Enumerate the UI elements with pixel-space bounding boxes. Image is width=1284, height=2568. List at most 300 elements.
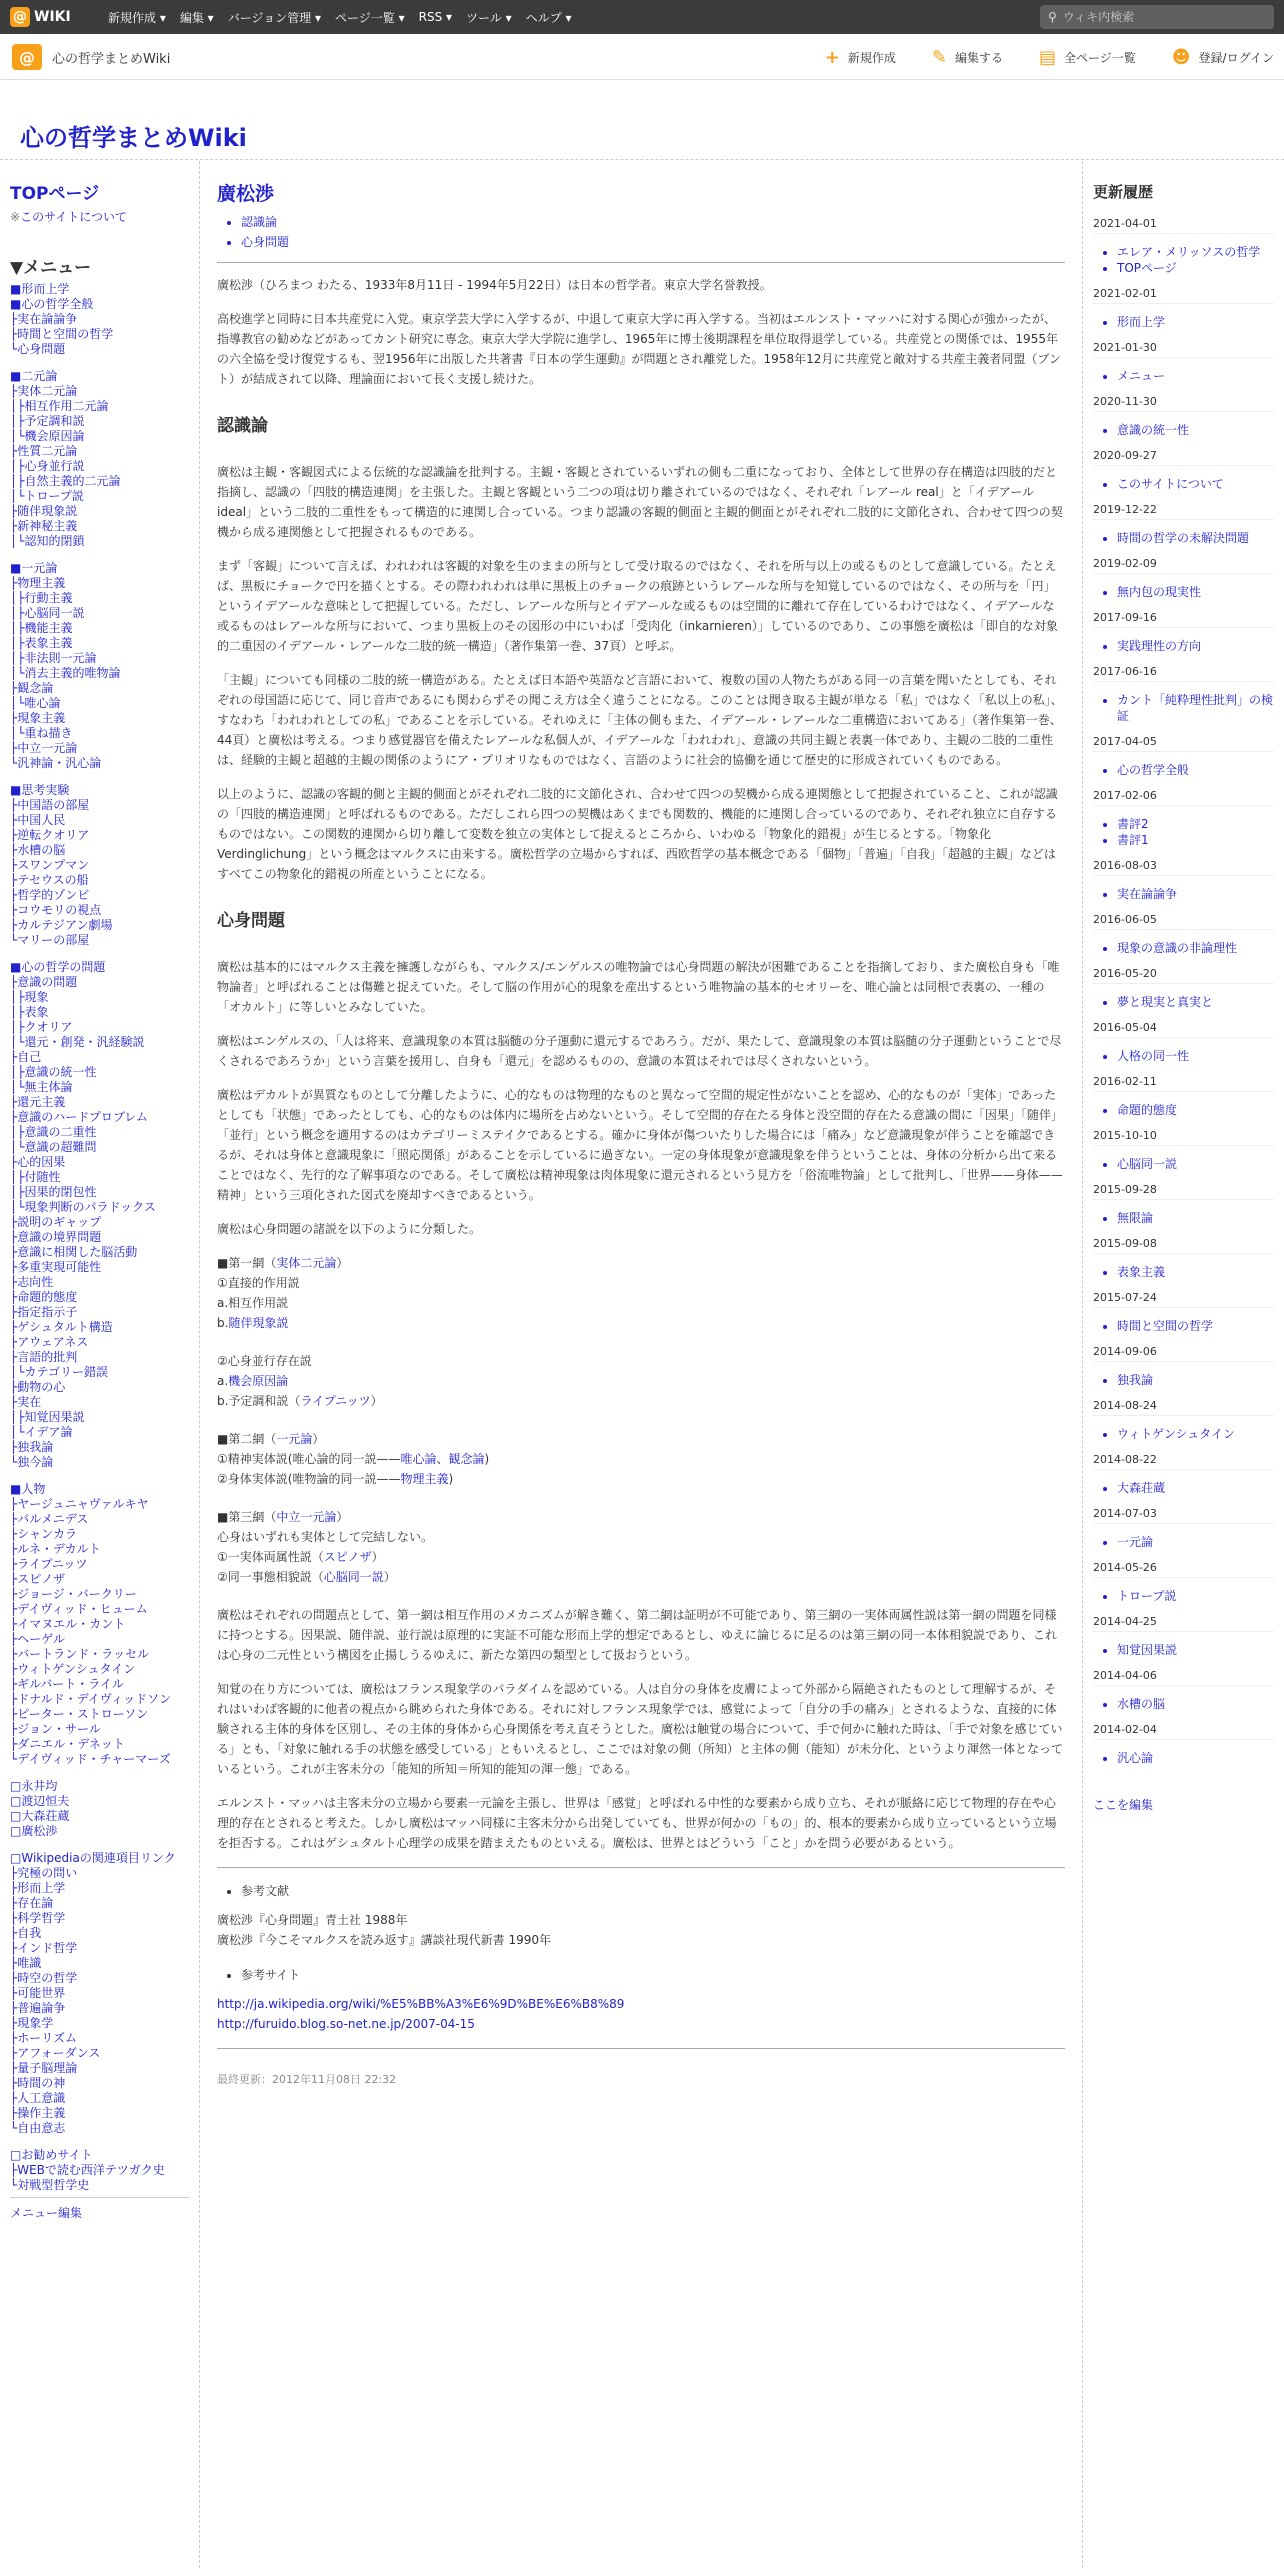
class-link[interactable]: 心脳同一説 <box>323 1570 384 1584</box>
history-link[interactable]: • トロープ説 <box>1117 1588 1274 1604</box>
history-entry <box>1093 340 1274 384</box>
menu-tree-item[interactable]: ■形而上学 <box>10 282 70 296</box>
menu-tree-item[interactable]: ├デイヴィッド・ヒューム <box>10 1602 148 1616</box>
menu-tree-item[interactable]: ├中国語の部屋 <box>10 798 90 812</box>
history-items <box>1117 314 1274 330</box>
menu-tree-item[interactable]: │├因果的閉包性 <box>10 1185 97 1199</box>
menu-tree-item[interactable]: ├自己 <box>10 1050 42 1064</box>
menu-tree-item[interactable]: ├バートランド・ラッセル <box>10 1647 149 1661</box>
menu-tree-item[interactable]: ├物理主義 <box>10 576 66 590</box>
menu-tree-item[interactable]: │└トロープ説 <box>10 489 84 503</box>
history-date: 2015-10-10 <box>1093 1128 1274 1146</box>
tree-spacer <box>10 2136 189 2148</box>
history-entry <box>1093 858 1274 902</box>
menu-edit[interactable]: 編集 ▾ <box>179 10 214 25</box>
update-history <box>1093 216 1274 1766</box>
tree-spacer <box>10 357 189 369</box>
menu-tree-item[interactable]: ├ジョージ・バークリー <box>10 1587 137 1601</box>
menu-tree-item[interactable]: ├中国人民 <box>10 813 66 827</box>
class-sep: 、 <box>436 1452 449 1466</box>
class-link[interactable]: 中立一元論 <box>276 1510 337 1524</box>
left-sidebar <box>0 161 200 2568</box>
menu-tree-item[interactable]: ├性質二元論 <box>10 444 78 458</box>
menu-tree-item[interactable]: ■一元論 <box>10 561 58 575</box>
site-toolbar <box>0 34 1284 80</box>
history-date: 2016-02-11 <box>1093 1074 1274 1092</box>
menu-tree-item[interactable]: ├水槽の脳 <box>10 843 66 857</box>
history-items <box>1117 816 1274 848</box>
history-link[interactable]: • 現象の意識の非論理性 <box>1117 940 1274 956</box>
menu-help[interactable]: ヘルプ ▾ <box>525 10 572 25</box>
menu-tree-item[interactable]: ├存在論 <box>10 1896 54 1910</box>
menu-tree-item[interactable]: ├時空の哲学 <box>10 1971 78 1985</box>
reference-item <box>217 1910 1065 1930</box>
menu-tree-item[interactable]: ├命題的態度 <box>10 1290 78 1304</box>
history-items <box>1117 476 1274 492</box>
menu-tree-item[interactable]: □渡辺恒夫 <box>10 1794 70 1808</box>
menu-tree-item[interactable]: ├パルメニデス <box>10 1512 89 1526</box>
search-icon[interactable]: ⚲ <box>1048 10 1057 24</box>
history-date: 2014-08-22 <box>1093 1452 1274 1470</box>
menu-tree-item[interactable]: ├中立一元論 <box>10 741 78 755</box>
history-link[interactable]: • 一元論 <box>1117 1534 1274 1550</box>
menu-tree-item[interactable]: ├多重実現可能性 <box>10 1260 102 1274</box>
section-paragraph: 廣松は基本的にはマルクス主義を擁護しながらも、マルクス/エンゲルスの唯物論では心身問題の解決が困難であることを指摘しており、また廣松自身も「唯物論者」と呼ばれることは傷難と捉えていた。そして脳の作用が心的現象を産出するという唯物論の基本的セオリーを、唯心論とは同根で表裏の、一種の「オカルト」に等しいとみなしていた。 <box>217 960 1060 1014</box>
top-navigation-bar <box>0 0 1284 34</box>
menu-tree-item[interactable]: ├ヘーゲル <box>10 1632 65 1646</box>
menu-tree-item[interactable]: │└還元・創発・汎経験説 <box>10 1035 145 1049</box>
about-link-row <box>10 208 189 225</box>
menu-tree-item[interactable]: ├究極の問い <box>10 1866 78 1880</box>
menu-tree-item[interactable]: ├ギルバート・ライル <box>10 1677 124 1691</box>
class-tail: ） <box>370 1394 383 1408</box>
menu-tree-item[interactable]: ├テセウスの船 <box>10 873 89 887</box>
history-date: 2016-05-20 <box>1093 966 1274 984</box>
menu-tree-item[interactable]: ├量子脳理論 <box>10 2061 78 2075</box>
site-link[interactable]: http://ja.wikipedia.org/wiki/%E5%BB%A3%E6%9D%BE%E6%B8%89 <box>217 1997 625 2011</box>
menu-tree-item[interactable]: ├普遍論争 <box>10 2001 66 2015</box>
menu-tree <box>10 282 189 2193</box>
menu-tree-item[interactable]: ├唯識 <box>10 1956 42 1970</box>
history-link[interactable]: • 実践理性の方向 <box>1117 638 1274 654</box>
menu-tree-item[interactable]: │├自然主義的二元論 <box>10 474 121 488</box>
pencil-icon: ✎ <box>931 46 947 68</box>
menu-tree-item[interactable]: ├コウモリの視点 <box>10 903 102 917</box>
menu-tree-item[interactable]: │└意識の超難問 <box>10 1140 97 1154</box>
history-date: 2015-07-24 <box>1093 1290 1274 1308</box>
edit-page-label: 編集する <box>954 50 1003 65</box>
menu-tree-item[interactable]: │├知覚因果説 <box>10 1410 85 1424</box>
menu-tree-item[interactable]: ├ルネ・デカルト <box>10 1542 101 1556</box>
history-entry <box>1093 216 1274 276</box>
site-title[interactable]: 心の哲学まとめWiki <box>20 124 247 152</box>
history-entry <box>1093 912 1274 956</box>
menu-tree-item[interactable]: │└重ね描き <box>10 726 73 740</box>
menu-tree-item[interactable]: ■人物 <box>10 1482 46 1496</box>
classification-first <box>217 1253 1065 1333</box>
site-name[interactable]: 心の哲学まとめWiki <box>52 52 171 67</box>
menu-tree-item[interactable]: └対戦型哲学史 <box>10 2178 90 2192</box>
menu-tree-item[interactable]: ├ダニエル・デネット <box>10 1737 125 1751</box>
history-items <box>1117 530 1274 546</box>
menu-tree-item[interactable]: ├動物の心 <box>10 1380 66 1394</box>
tree-spacer <box>10 1767 189 1779</box>
history-link[interactable]: • 独我論 <box>1117 1372 1274 1388</box>
history-entry <box>1093 556 1274 600</box>
intro-paragraph: 廣松渉（ひろまつ わたる、1933年8月11日 - 1994年5月22日）は日本の哲学者。東京大学名誉教授。 <box>217 278 772 292</box>
menu-tree-item[interactable]: ├随伴現象説 <box>10 504 78 518</box>
menu-tree-item[interactable]: │├予定調和説 <box>10 414 85 428</box>
history-date: 2016-05-04 <box>1093 1020 1274 1038</box>
menu-tree-item[interactable]: │├意識の統一性 <box>10 1065 97 1079</box>
history-entry <box>1093 734 1274 778</box>
history-link[interactable]: • 時間の哲学の未解決問題 <box>1117 530 1274 546</box>
history-date: 2017-04-05 <box>1093 734 1274 752</box>
wiki-logo[interactable] <box>10 7 71 27</box>
menu-tree-item[interactable]: ■心の哲学全般 <box>10 297 94 311</box>
history-date: 2014-05-26 <box>1093 1560 1274 1578</box>
menu-tree-item[interactable]: ├還元主義 <box>10 1095 66 1109</box>
history-items <box>1117 692 1274 724</box>
class-prefix: ①一実体両属性説（ <box>217 1550 324 1564</box>
section-paragraph: 廣松は心身問題の諸説を以下のように分類した。 <box>217 1222 482 1236</box>
menu-tree-item[interactable]: □廣松渉 <box>10 1824 58 1838</box>
menu-tree-item[interactable]: ├意識に相関した脳活動 <box>10 1245 138 1259</box>
menu-tree-item[interactable]: ├時間と空間の哲学 <box>10 327 114 341</box>
history-entry <box>1093 1614 1274 1658</box>
class-tail: ） <box>371 1550 384 1564</box>
history-link[interactable]: • 心脳同一説 <box>1117 1156 1274 1172</box>
class-link[interactable]: 唯心論 <box>400 1452 437 1466</box>
document-icon: ▤ <box>1039 46 1057 68</box>
menu-tree-item[interactable]: ├人工意識 <box>10 2091 66 2105</box>
menu-tree-item[interactable]: ├現象学 <box>10 2016 54 2030</box>
class-line: ②心身並行存在説 <box>217 1354 312 1368</box>
class-head: ■第一網（ <box>217 1256 277 1270</box>
about-link[interactable]: このサイトについて <box>20 210 127 224</box>
menu-tree-item[interactable]: ■心の哲学の問題 <box>10 960 106 974</box>
class-link[interactable]: スピノザ <box>323 1550 372 1564</box>
class-line: 心身はいずれも実体として完結しない。 <box>217 1530 434 1544</box>
menu-tree-item[interactable]: ■思考実験 <box>10 783 70 797</box>
history-date: 2017-06-16 <box>1093 664 1274 682</box>
history-date: 2014-07-03 <box>1093 1506 1274 1524</box>
menu-tree-item[interactable]: │└イデア論 <box>10 1425 73 1439</box>
history-items <box>1117 1696 1274 1712</box>
login-label: 登録/ログイン <box>1198 50 1274 65</box>
history-entry <box>1093 286 1274 330</box>
menu-tree-item[interactable]: │├非法則一元論 <box>10 651 97 665</box>
history-items <box>1117 1480 1274 1496</box>
class-link[interactable]: 随伴現象説 <box>228 1316 289 1330</box>
history-entry <box>1093 1128 1274 1172</box>
site-link[interactable]: http://furuido.blog.so-net.ne.jp/2007-04-15 <box>217 2017 475 2031</box>
class-link[interactable]: 一元論 <box>276 1432 313 1446</box>
menu-tree-item[interactable]: ├意識の境界問題 <box>10 1230 102 1244</box>
class-link[interactable]: 物理主義 <box>400 1472 449 1486</box>
history-items <box>1117 244 1274 276</box>
menu-tree-item[interactable]: ├アフォーダンス <box>10 2046 101 2060</box>
history-date: 2020-09-27 <box>1093 448 1274 466</box>
menu-heading: ▼メニュー <box>10 258 92 278</box>
menu-tree-item[interactable]: │├現象 <box>10 990 49 1004</box>
history-date: 2014-09-06 <box>1093 1344 1274 1362</box>
sidebar-edit-link[interactable]: ここを編集 <box>1093 1798 1154 1812</box>
menu-tree-item[interactable]: ├ホーリズム <box>10 2031 77 2045</box>
history-items <box>1117 940 1274 956</box>
menu-pages[interactable]: ページ一覧 ▾ <box>335 10 405 25</box>
history-entry <box>1093 788 1274 848</box>
menu-tree-item[interactable]: │├行動主義 <box>10 591 73 605</box>
menu-tree-item[interactable]: ├カルテジアン劇場 <box>10 918 113 932</box>
menu-tree-item[interactable]: ├ドナルド・デイヴィッドソン <box>10 1692 172 1706</box>
class-link[interactable]: 機会原因論 <box>228 1374 289 1388</box>
menu-new[interactable]: 新規作成 ▾ <box>108 10 166 25</box>
history-link[interactable]: • エレア・メリッソスの哲学 <box>1117 244 1274 260</box>
login-button[interactable] <box>1172 47 1274 68</box>
class-prefix: a. <box>217 1374 229 1388</box>
history-entry <box>1093 502 1274 546</box>
menu-tree-item[interactable]: ├独我論 <box>10 1440 54 1454</box>
history-link[interactable]: • カント「純粋理性批判」の検証 <box>1117 692 1274 724</box>
history-link[interactable]: • 大森荘蔵 <box>1117 1480 1274 1496</box>
class-head: ■第二網（ <box>217 1432 277 1446</box>
table-of-contents <box>241 212 1065 252</box>
history-date: 2015-09-08 <box>1093 1236 1274 1254</box>
history-link[interactable]: • メニュー <box>1117 368 1274 384</box>
history-items <box>1117 584 1274 600</box>
new-page-button[interactable] <box>825 47 896 68</box>
plus-icon: + <box>824 46 840 68</box>
menu-tree-item[interactable]: ├志向性 <box>10 1275 54 1289</box>
history-link[interactable]: • このサイトについて <box>1117 476 1274 492</box>
menu-tree-item[interactable]: ├指定指示子 <box>10 1305 78 1319</box>
history-link[interactable]: • 時間と空間の哲学 <box>1117 1318 1274 1334</box>
site-link-row <box>217 1994 1065 2014</box>
menu-tree-item[interactable]: ├逆転クオリア <box>10 828 90 842</box>
menu-tree-item[interactable]: │└認知的閉鎖 <box>10 534 85 548</box>
menu-tree-item[interactable]: │└消去主義的唯物論 <box>10 666 121 680</box>
menu-tree-item[interactable]: ├実在論論争 <box>10 312 78 326</box>
history-link[interactable]: • 表象主義 <box>1117 1264 1274 1280</box>
menu-tree-item[interactable]: □お勧めサイト <box>10 2148 93 2162</box>
menu-tree-item[interactable]: │├相互作用二元論 <box>10 399 109 413</box>
history-date: 2014-04-25 <box>1093 1614 1274 1632</box>
menu-tree-item[interactable]: ├科学哲学 <box>10 1911 66 1925</box>
menu-tree-item[interactable]: └デイヴィッド・チャーマーズ <box>10 1752 171 1766</box>
menu-tree-item[interactable]: │└唯心論 <box>10 696 61 710</box>
menu-tree-item[interactable]: ├WEBで読む西洋テツガク史 <box>10 2163 165 2177</box>
history-items <box>1117 762 1274 778</box>
history-items <box>1117 1102 1274 1118</box>
history-date: 2021-04-01 <box>1093 216 1274 234</box>
search-input[interactable] <box>1063 10 1253 24</box>
history-entry <box>1093 1452 1274 1496</box>
class-tail: ） <box>383 1570 396 1584</box>
history-entry <box>1093 1344 1274 1388</box>
history-entry <box>1093 966 1274 1010</box>
menu-tree-item[interactable]: ├自我 <box>10 1926 42 1940</box>
menu-tree-item[interactable]: ├意識の問題 <box>10 975 78 989</box>
menu-tree-item[interactable]: │├付随性 <box>10 1170 61 1184</box>
history-link[interactable]: • 心の哲学全般 <box>1117 762 1274 778</box>
menu-tree-item[interactable]: ├可能世界 <box>10 1986 66 2000</box>
class-link[interactable]: ライプニッツ <box>300 1394 371 1408</box>
toc-item[interactable]: • 心身問題 <box>241 232 1065 252</box>
history-link[interactable]: • 形而上学 <box>1117 314 1274 330</box>
menu-tree-item[interactable]: □Wikipediaの関連項目リンク <box>10 1851 176 1865</box>
reference-text: 廣松渉『心身問題』青土社 1988年 <box>217 1913 408 1927</box>
menu-tree-item[interactable]: ├言語的批判 <box>10 1350 78 1364</box>
history-link[interactable]: • 意識の統一性 <box>1117 422 1274 438</box>
menu-tree-item[interactable]: │├クオリア <box>10 1020 73 1034</box>
menu-tree-item[interactable]: □大森荘蔵 <box>10 1809 70 1823</box>
menu-tree-item[interactable]: ├スピノザ <box>10 1572 66 1586</box>
menu-version[interactable]: バージョン管理 ▾ <box>227 10 322 25</box>
section-heading-mind-body: 心身問題 <box>217 911 285 931</box>
toolbar-actions <box>789 34 1274 80</box>
class-tail: ） <box>336 1510 349 1524</box>
history-items <box>1117 1588 1274 1604</box>
menu-tree-item[interactable]: □永井均 <box>10 1779 58 1793</box>
classification-third <box>217 1507 1065 1587</box>
menu-edit-link[interactable]: メニュー編集 <box>10 2197 189 2221</box>
menu-tree-item[interactable]: │├表象 <box>10 1005 49 1019</box>
history-entry <box>1093 1290 1274 1334</box>
class-line: a.相互作用説 <box>217 1296 289 1310</box>
tree-spacer <box>10 1839 189 1851</box>
history-entry <box>1093 1020 1274 1064</box>
menu-tree-item[interactable]: │├心脳同一説 <box>10 606 85 620</box>
history-items <box>1117 1210 1274 1226</box>
class-tail: ) <box>448 1472 454 1486</box>
menu-tree-item[interactable]: ├ウィトゲンシュタイン <box>10 1662 136 1676</box>
history-link[interactable]: • TOPページ <box>1117 260 1274 276</box>
menu-tree-item[interactable]: ├形而上学 <box>10 1881 66 1895</box>
history-date: 2016-06-05 <box>1093 912 1274 930</box>
menu-tree-item[interactable]: ├新神秘主義 <box>10 519 78 533</box>
user-add-icon: ☻ <box>1171 46 1191 68</box>
menu-tree-item[interactable]: ├シャンカラ <box>10 1527 77 1541</box>
history-link[interactable]: • 実在論論争 <box>1117 886 1274 902</box>
menu-tree-item[interactable]: │├意識の二重性 <box>10 1125 97 1139</box>
menu-tree-item[interactable]: ├現象主義 <box>10 711 66 725</box>
menu-tree-item[interactable]: ├ジョン・サール <box>10 1722 101 1736</box>
history-entry <box>1093 1074 1274 1118</box>
history-entry <box>1093 1182 1274 1226</box>
history-items <box>1117 1318 1274 1334</box>
top-page-link[interactable]: TOPページ <box>10 184 100 204</box>
menu-tree-item[interactable]: └心身問題 <box>10 342 66 356</box>
section-paragraph: 知覚の在り方については、廣松はフランス現象学のパラダイムを認めている。人は自分の身体を皮膚によって外部から隔絶されたものとして理解するが、それはいわば客観的に他者の視点から眺められた身体である。それに対しフランス現象学では、感覚によって「自分の手の痛み」とされるような、直接的に体験される主体的身体を区別し、その主体的身体から心身関係を考え直そうとした。廣松は触覚の場合について、手で何かに触れた時は、「手で対象を感じている」とも、「対象に触れる手の状態を感受している」ともいえるとし、ここでは対象の側（所知）と主体の側（能知）が未分化、というより渾然一体となっているという。これが主客未分の「能知的所知＝所知的能知の渾一態」である。 <box>217 1682 1064 1776</box>
menu-tree-item[interactable]: │├機能主義 <box>10 621 73 635</box>
site-link-row <box>217 2014 1065 2034</box>
menu-tree-item[interactable]: │├表象主義 <box>10 636 73 650</box>
menu-tree-item[interactable]: ├アウェアネス <box>10 1335 89 1349</box>
class-link[interactable]: 実体二元論 <box>276 1256 337 1270</box>
menu-tree-item[interactable]: ├ライプニッツ <box>10 1557 88 1571</box>
menu-tree-item[interactable]: ├ヤージュニャヴァルキヤ <box>10 1497 149 1511</box>
menu-tree-item[interactable]: ├説明のギャップ <box>10 1215 102 1229</box>
history-link[interactable]: • 無内包の現実性 <box>1117 584 1274 600</box>
menu-tree-item[interactable]: ■二元論 <box>10 369 58 383</box>
history-link[interactable]: • 夢と現実と真実と <box>1117 994 1274 1010</box>
history-link[interactable]: • 命題的態度 <box>1117 1102 1274 1118</box>
history-link[interactable]: • 無限論 <box>1117 1210 1274 1226</box>
top-menu <box>108 0 586 34</box>
update-history-heading: 更新履歴 <box>1093 183 1154 201</box>
sites-list <box>241 1964 1065 1986</box>
history-link[interactable]: • 人格の同一性 <box>1117 1048 1274 1064</box>
history-items <box>1117 1426 1274 1442</box>
menu-tree-item[interactable]: ├スワンプマン <box>10 858 90 872</box>
menu-tools[interactable]: ツール ▾ <box>466 10 512 25</box>
menu-tree-item[interactable]: └独今論 <box>10 1455 54 1469</box>
menu-tree-item[interactable]: ├実体二元論 <box>10 384 78 398</box>
menu-tree-item[interactable]: ├操作主義 <box>10 2106 66 2120</box>
history-date: 2014-04-06 <box>1093 1668 1274 1686</box>
menu-tree-item[interactable]: ├時間の神 <box>10 2076 66 2090</box>
page-title: 廣松渉 <box>217 183 275 205</box>
history-link[interactable]: • ウィトゲンシュタイン <box>1117 1426 1274 1442</box>
class-line: ①直接的作用説 <box>217 1276 300 1290</box>
new-page-label: 新規作成 <box>847 50 896 65</box>
edit-page-button[interactable] <box>932 47 1003 68</box>
menu-tree-item[interactable]: └自由意志 <box>10 2121 66 2135</box>
menu-tree-item[interactable]: ├ゲシュタルト構造 <box>10 1320 113 1334</box>
class-head: ■第三網（ <box>217 1510 277 1524</box>
menu-tree-item[interactable]: │└機会原因論 <box>10 429 85 443</box>
menu-tree-item[interactable]: ├意識のハードプロブレム <box>10 1110 148 1124</box>
menu-tree-item[interactable]: └汎神論・汎心論 <box>10 756 102 770</box>
toc-item[interactable]: • 認識論 <box>241 212 1065 232</box>
menu-tree-item[interactable]: ├インド哲学 <box>10 1941 78 1955</box>
section-paragraph: 廣松はエンゲルスの、「人は将来、意識現象の本質は脳髄の分子運動に還元するであろう。だが、果たして、意識現象の本質は脳髄の分子運動ということで尽くされるであろうか」という言葉を援用し、自身も「還元」を認めるものの、意識の本質はそれでは尽くされないという。 <box>217 1034 1062 1068</box>
history-link[interactable]: • 知覚因果説 <box>1117 1642 1274 1658</box>
site-logo-icon[interactable]: @ <box>12 44 42 70</box>
all-pages-button[interactable] <box>1039 47 1136 68</box>
history-entry <box>1093 1506 1274 1550</box>
menu-tree-item[interactable]: ├イマヌエル・カント <box>10 1617 126 1631</box>
history-link[interactable]: • 書評1 <box>1117 832 1274 848</box>
history-entry <box>1093 1398 1274 1442</box>
menu-tree-item[interactable]: ├観念論 <box>10 681 54 695</box>
menu-tree-item[interactable]: └マリーの部屋 <box>10 933 90 947</box>
classification-second <box>217 1429 1065 1489</box>
menu-tree-item[interactable]: │└カテゴリー錯誤 <box>10 1365 108 1379</box>
history-entry <box>1093 1722 1274 1766</box>
history-items <box>1117 368 1274 384</box>
menu-rss[interactable]: RSS ▾ <box>418 10 453 24</box>
menu-tree-item[interactable]: ├実在 <box>10 1395 42 1409</box>
class-link[interactable]: 観念論 <box>448 1452 485 1466</box>
menu-tree-item[interactable]: ├心的因果 <box>10 1155 66 1169</box>
history-link[interactable]: • 書評2 <box>1117 816 1274 832</box>
history-items <box>1117 1048 1274 1064</box>
history-date: 2019-12-22 <box>1093 502 1274 520</box>
history-items <box>1117 422 1274 438</box>
menu-tree-item[interactable]: ├哲学的ゾンビ <box>10 888 90 902</box>
history-link[interactable]: • 汎心論 <box>1117 1750 1274 1766</box>
menu-tree-item[interactable]: ├ピーター・ストローソン <box>10 1707 149 1721</box>
history-date: 2014-08-24 <box>1093 1398 1274 1416</box>
history-link[interactable]: • 水槽の脳 <box>1117 1696 1274 1712</box>
divider <box>217 2048 1065 2049</box>
search-box <box>1040 5 1274 29</box>
menu-tree-item[interactable]: │├心身並行説 <box>10 459 85 473</box>
menu-tree-item[interactable]: │└無主体論 <box>10 1080 73 1094</box>
menu-tree-item[interactable]: │└現象判断のパラドックス <box>10 1200 156 1214</box>
